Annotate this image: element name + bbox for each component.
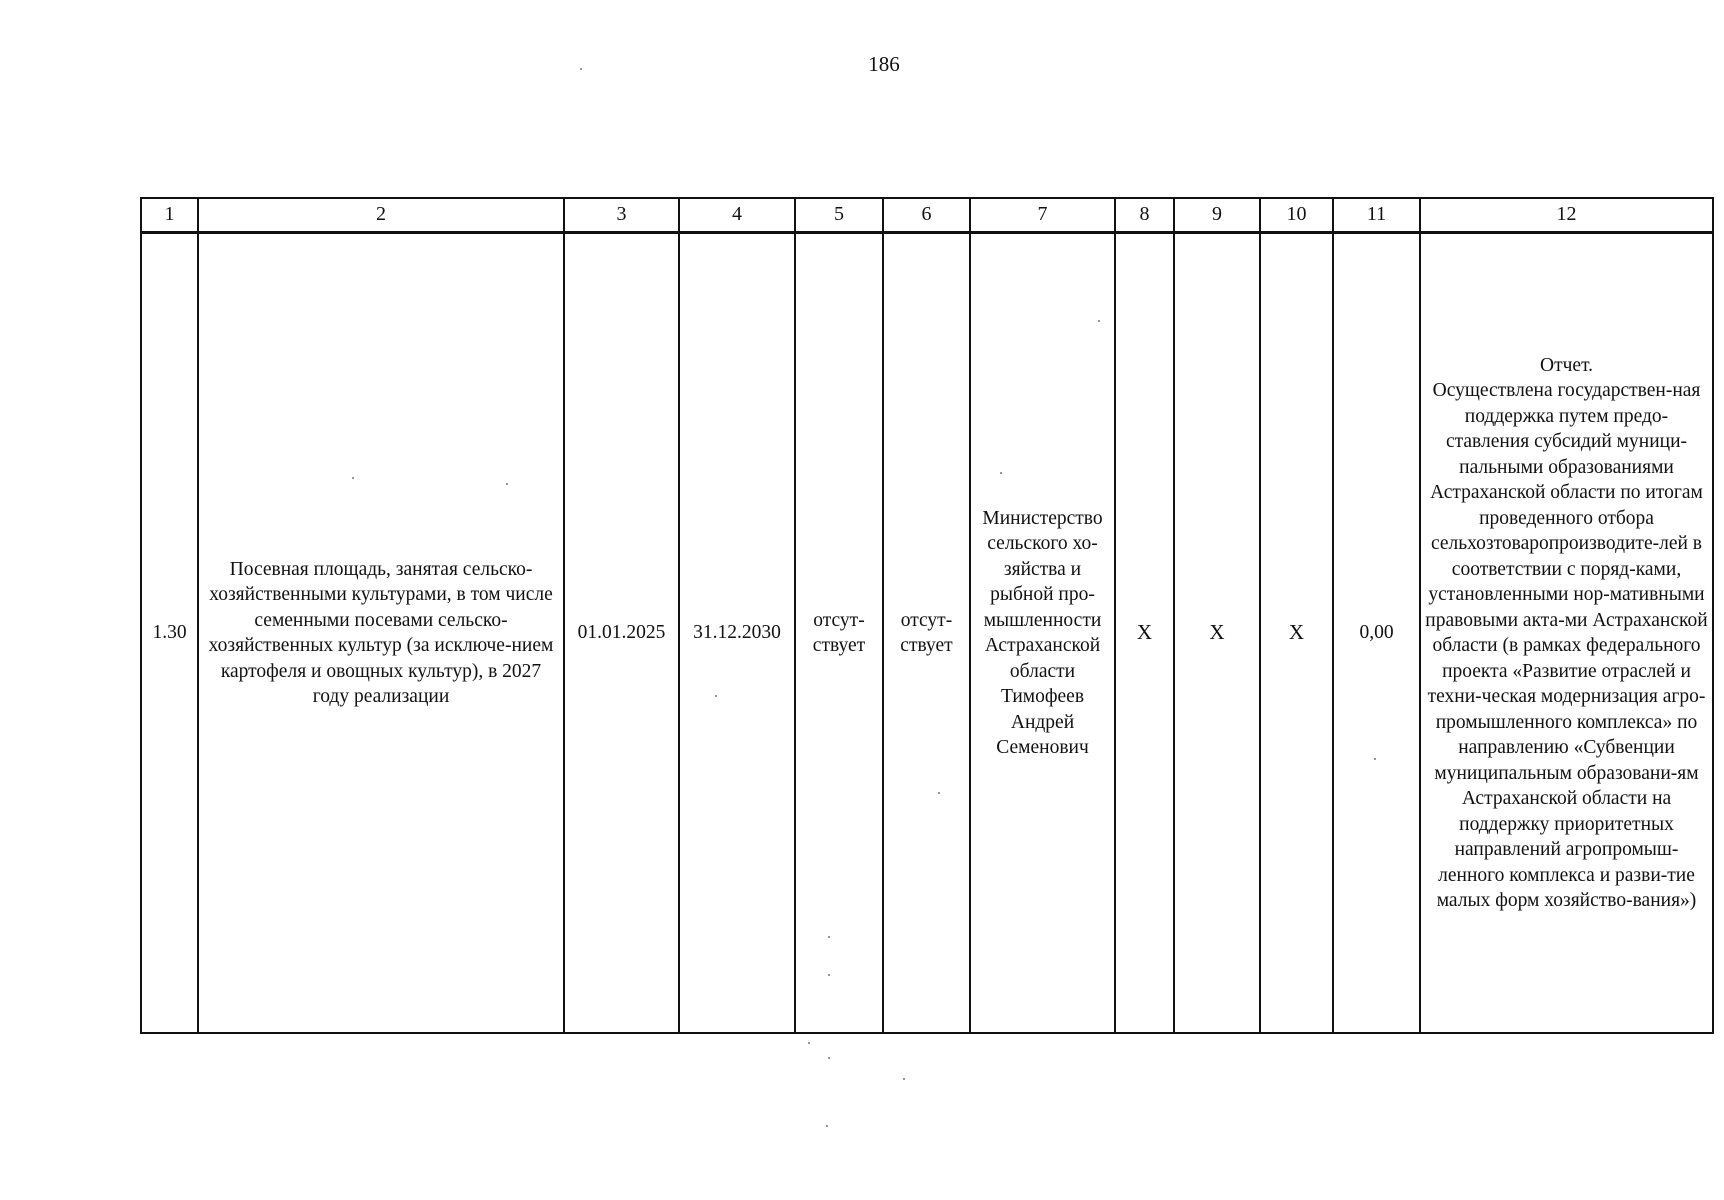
column-6-value: отсут-ствует xyxy=(883,233,970,1034)
header-cell: 4 xyxy=(679,198,795,233)
column-9-value: X xyxy=(1174,233,1260,1034)
column-10-value: X xyxy=(1260,233,1333,1034)
header-cell: 1 xyxy=(141,198,198,233)
header-cell: 10 xyxy=(1260,198,1333,233)
row-number: 1.30 xyxy=(141,233,198,1034)
funding-amount: 0,00 xyxy=(1333,233,1420,1034)
header-cell: 5 xyxy=(795,198,883,233)
report-cell xyxy=(1420,233,1713,1034)
header-cell: 8 xyxy=(1115,198,1174,233)
header-cell: 11 xyxy=(1333,198,1420,233)
header-cell: 3 xyxy=(564,198,679,233)
header-cell: 7 xyxy=(970,198,1115,233)
header-row xyxy=(141,198,1713,233)
end-date: 31.12.2030 xyxy=(679,233,795,1034)
report-title: Отчет. xyxy=(1540,354,1593,376)
header-cell: 9 xyxy=(1174,198,1260,233)
column-5-value: отсут-ствует xyxy=(795,233,883,1034)
page-number: 186 xyxy=(868,52,900,76)
table-row xyxy=(141,233,1713,1034)
start-date: 01.01.2025 xyxy=(564,233,679,1034)
header-cell: 12 xyxy=(1420,198,1713,233)
header-cell: 6 xyxy=(883,198,970,233)
header-cell: 2 xyxy=(198,198,564,233)
responsible-person: Министерство сельского хо-зяйства и рыбной про-мышленности Астраханской области Тимофеев Андрей Семенович xyxy=(970,233,1115,1034)
report-text: Осуществлена государствен-ная поддержка путем предо-ставления субсидий муници-пальными образованиями Астраханской области по итогам проведенного отбора сельхозтоваропроизводите-лей в соответствии с поряд-ками, установленными нор-мативными правовыми акта-ми Астраханской области (в рамках федерального проекта «Развитие отраслей и техни-ческая модернизация агро-промышленного комплекса» по направлению «Субвенции муниципальным образовани-ям Астраханской области на поддержку приоритетных направлений агропромыш-ленного комплекса и разви-тие малых форм хозяйство-вания») xyxy=(1425,380,1708,911)
data-table xyxy=(140,197,1714,1034)
column-8-value: X xyxy=(1115,233,1174,1034)
indicator-name: Посевная площадь, занятая сельско-хозяйственными культурами, в том числе семенными посевами сельско-хозяйственных культур (за исключе-нием картофеля и овощных культур), в 2027 году реализации xyxy=(198,233,564,1034)
